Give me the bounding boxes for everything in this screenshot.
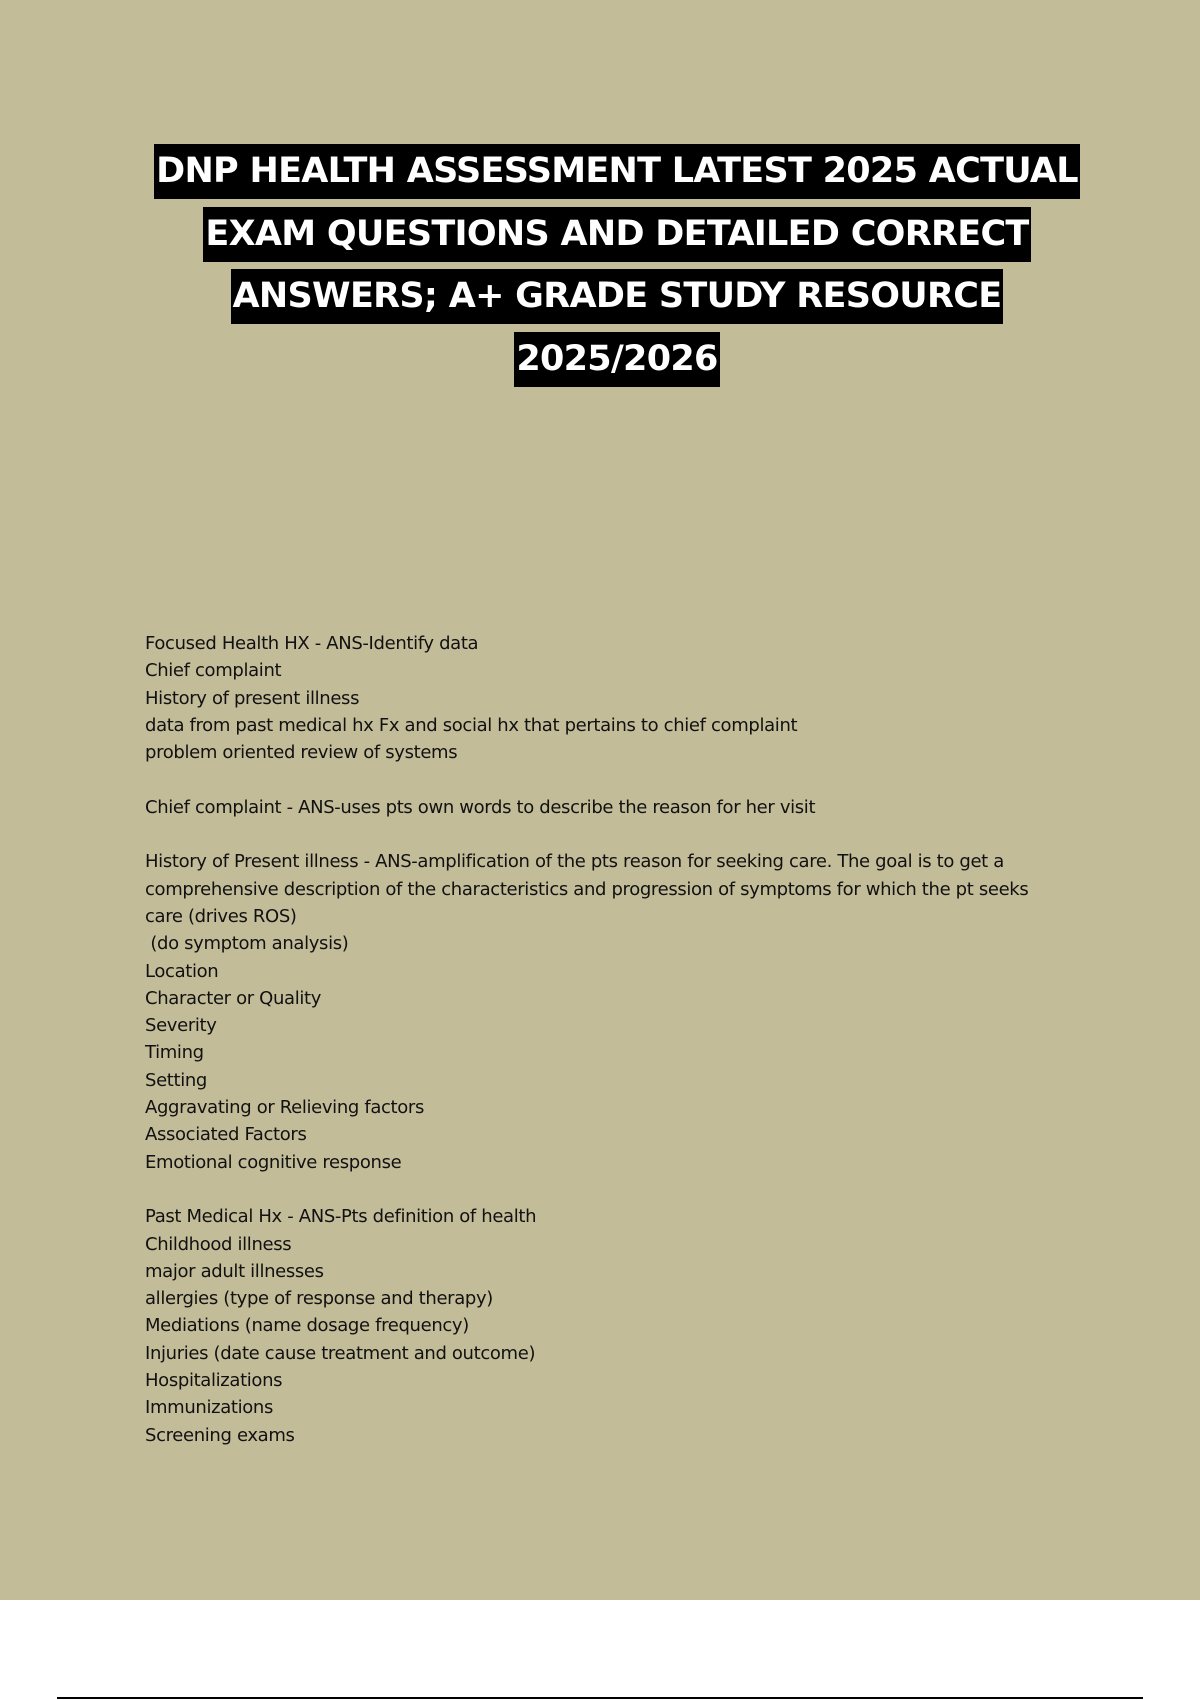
section-line: Hospitalizations xyxy=(145,1370,283,1392)
section-line: Emotional cognitive response xyxy=(145,1151,402,1173)
section-line: History of Present illness - ANS-amplification of the pts reason for seeking care. The goal is to get a xyxy=(145,851,1004,873)
section-line: Aggravating or Relieving factors xyxy=(145,1097,424,1119)
section-line: care (drives ROS) xyxy=(145,905,297,927)
section-line: Associated Factors xyxy=(145,1124,307,1146)
section-line: comprehensive description of the characteristics and progression of symptoms for which the pt seeks xyxy=(145,878,1029,900)
section-line: Setting xyxy=(145,1069,208,1091)
section-line: Past Medical Hx - ANS-Pts definition of health xyxy=(145,1206,537,1228)
section-line: Injuries (date cause treatment and outcome) xyxy=(145,1342,536,1364)
section-line: problem oriented review of systems xyxy=(145,742,458,764)
section-line: Immunizations xyxy=(145,1397,273,1419)
section-line: Chief complaint - ANS-uses pts own words to describe the reason for her visit xyxy=(145,796,816,818)
section-line: Mediations (name dosage frequency) xyxy=(145,1315,469,1337)
section-line: Timing xyxy=(145,1042,204,1064)
title-line-2: EXAM QUESTIONS AND DETAILED CORRECT xyxy=(203,207,1030,262)
section-history-present-illness xyxy=(145,848,1155,1176)
document-body xyxy=(145,630,1155,1476)
section-line: Screening exams xyxy=(145,1424,295,1446)
section-line: Severity xyxy=(145,1015,217,1037)
section-past-medical-hx xyxy=(145,1203,1155,1449)
section-line: Location xyxy=(145,960,219,982)
section-line: History of present illness xyxy=(145,687,360,709)
document-title xyxy=(0,144,1200,394)
section-line: Childhood illness xyxy=(145,1233,292,1255)
section-chief-complaint xyxy=(145,794,1155,821)
section-focused-health-hx xyxy=(145,630,1155,766)
section-line: Character or Quality xyxy=(145,987,322,1009)
title-line-3: ANSWERS; A+ GRADE STUDY RESOURCE xyxy=(231,269,1004,324)
section-line: (do symptom analysis) xyxy=(145,933,349,955)
section-line: major adult illnesses xyxy=(145,1260,324,1282)
section-line: Focused Health HX - ANS-Identify data xyxy=(145,633,479,654)
title-line-4: 2025/2026 xyxy=(514,332,719,387)
section-line: data from past medical hx Fx and social hx that pertains to chief complaint xyxy=(145,714,798,736)
section-line: allergies (type of response and therapy) xyxy=(145,1288,493,1310)
footer-divider xyxy=(57,1697,1143,1699)
title-line-1: DNP HEALTH ASSESSMENT LATEST 2025 ACTUAL xyxy=(154,144,1080,199)
section-line: Chief complaint xyxy=(145,660,282,682)
